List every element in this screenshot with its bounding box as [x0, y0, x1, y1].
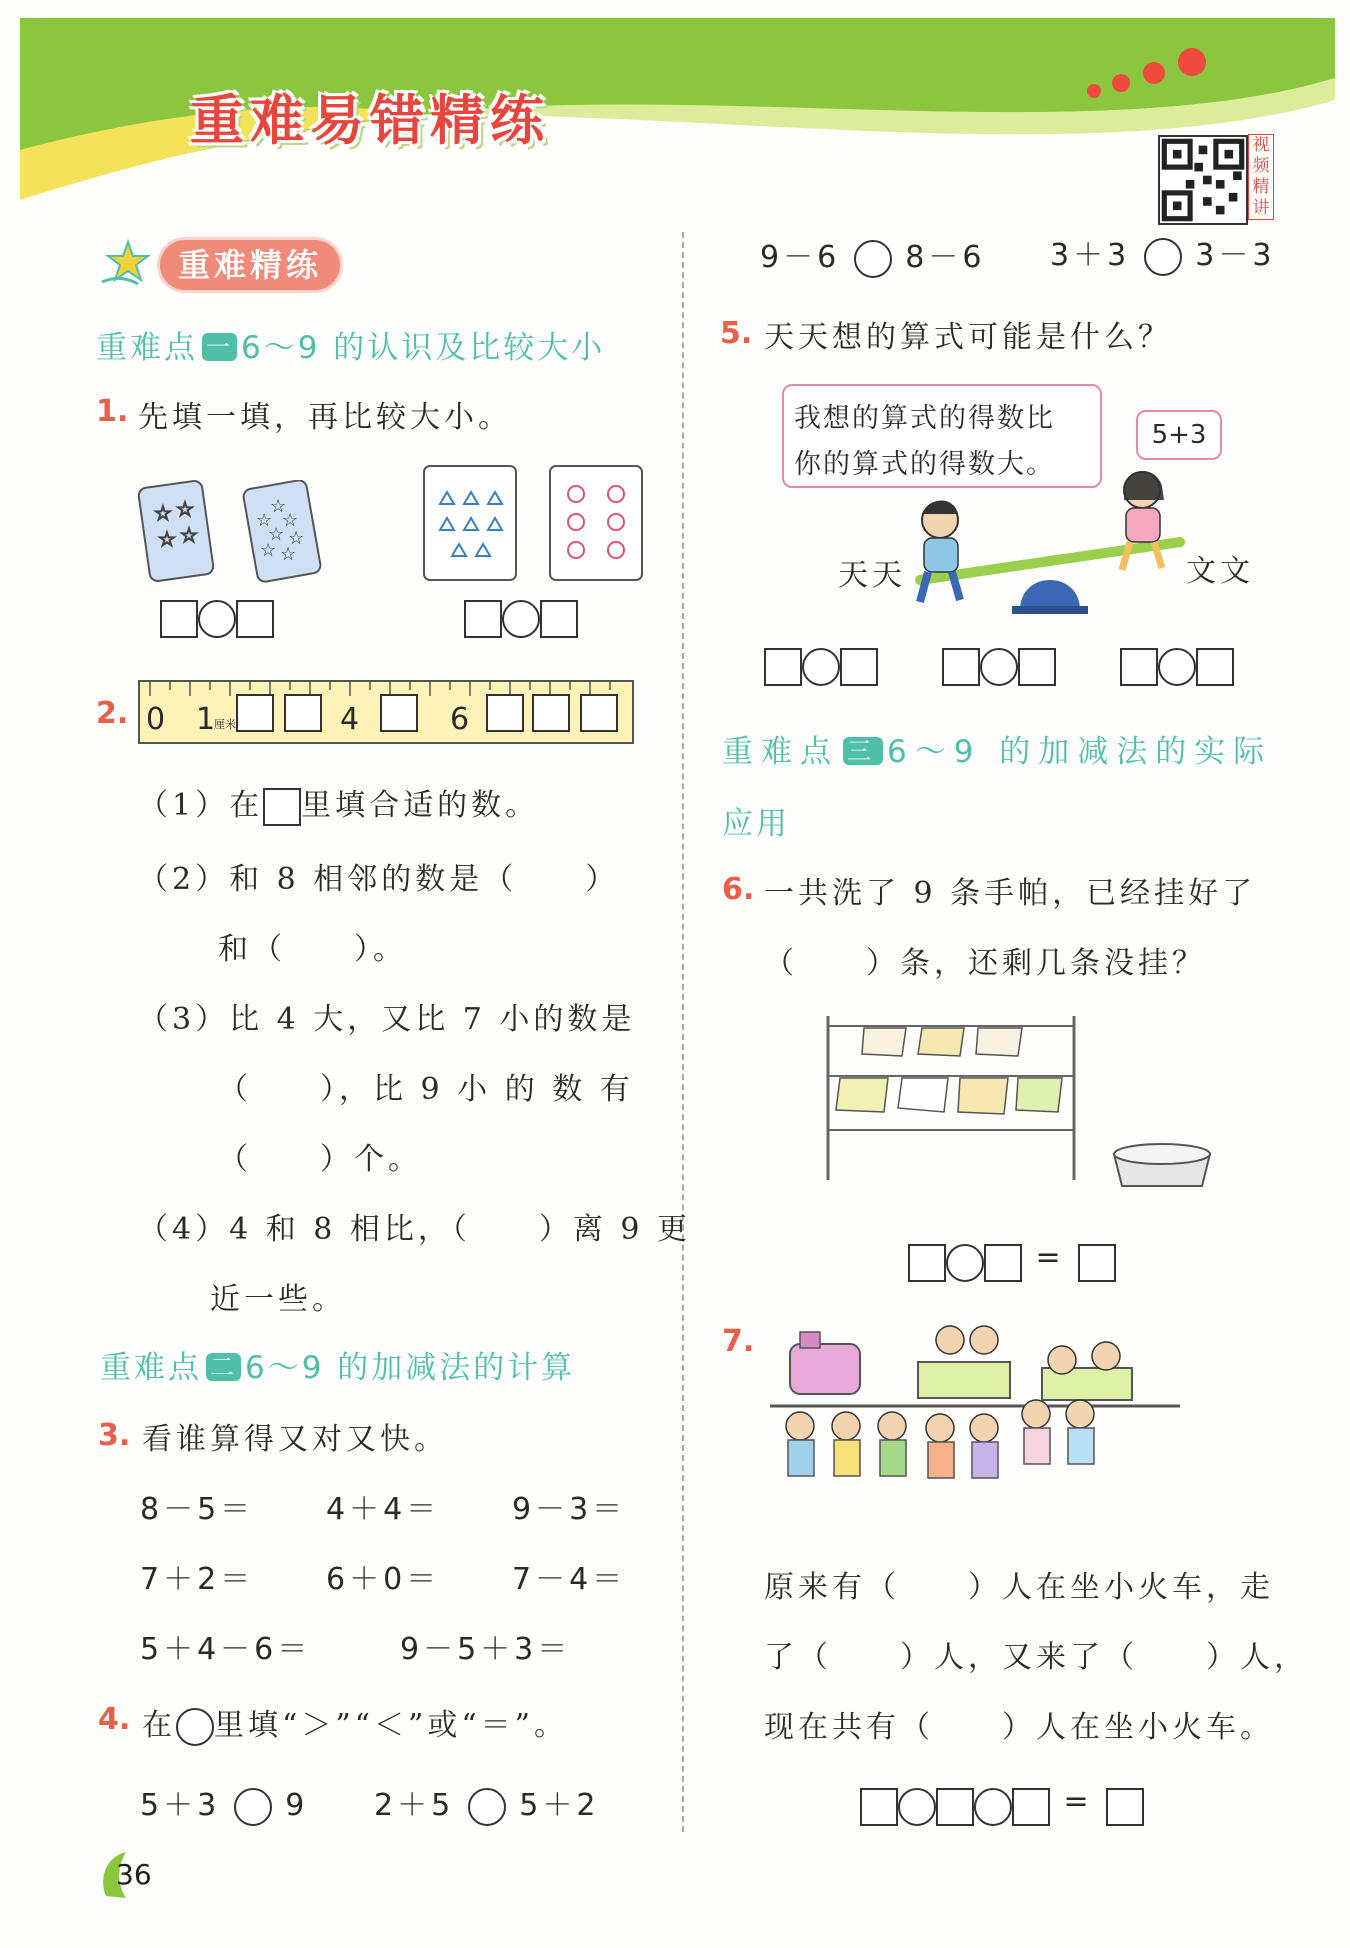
ruler-box[interactable] — [486, 694, 524, 732]
question-number: 7. — [722, 1324, 755, 1359]
question-number: 2. — [96, 696, 129, 731]
svg-text:☆: ☆ — [280, 544, 297, 565]
question-number: 5. — [720, 316, 753, 351]
answer-box[interactable] — [160, 600, 198, 638]
answer-group-3 — [1120, 648, 1234, 686]
answer-box[interactable] — [936, 1788, 974, 1826]
svg-text:☆: ☆ — [288, 528, 305, 549]
ruler-mark-6: 6 — [450, 702, 474, 737]
circle-card-icon — [548, 464, 644, 582]
answer-box[interactable] — [1120, 648, 1158, 686]
question-text: 在 里填“＞”“＜”或“＝”。 — [142, 1700, 568, 1746]
q2-part-4b: 近一些。 — [210, 1282, 346, 1317]
ruler-box[interactable] — [236, 694, 274, 732]
calc-item[interactable]: 8－5＝ — [140, 1492, 255, 1527]
q2-part-2b[interactable]: 和（ ）。 — [218, 932, 407, 967]
train-children-illustration-icon — [770, 1310, 1180, 1520]
q2-part-3: （3）比 4 大，又比 7 小的数是 — [138, 1002, 636, 1037]
svg-text:☆: ☆ — [260, 540, 277, 561]
compare-item: 3＋3 3－3 — [1050, 230, 1275, 276]
answer-box[interactable] — [942, 648, 980, 686]
answer-circle[interactable] — [198, 600, 236, 638]
speech-bubble-wenwen — [1136, 410, 1222, 460]
answer-circle[interactable] — [234, 1788, 272, 1826]
answer-box[interactable] — [1018, 648, 1056, 686]
answer-box[interactable] — [540, 600, 578, 638]
answer-circle[interactable] — [468, 1788, 506, 1826]
topic-heading-3-cont: 应用 — [722, 806, 790, 842]
topic-heading-3: 重难点 三 6～9 的加减法的实际 — [722, 734, 1273, 770]
answer-box[interactable] — [1196, 648, 1234, 686]
answer-circle[interactable] — [502, 600, 540, 638]
q7-line-2[interactable]: 了（ ）人，又来了（ ）人， — [764, 1640, 1308, 1675]
svg-text:☆: ☆ — [282, 510, 299, 531]
ruler-box[interactable] — [380, 694, 418, 732]
qr-label: 视频精讲 — [1248, 134, 1274, 220]
answer-box[interactable] — [764, 648, 802, 686]
q7-line-1[interactable]: 原来有（ ）人在坐小火车，走 — [764, 1570, 1274, 1605]
ruler-box[interactable] — [532, 694, 570, 732]
compare-row-1 — [160, 600, 274, 638]
circle-icon — [176, 1708, 214, 1746]
q2-part-2[interactable]: （2）和 8 相邻的数是（ ） — [138, 862, 620, 897]
compare-item: 5＋3 9 — [140, 1780, 308, 1826]
svg-text:☆: ☆ — [180, 523, 198, 547]
answer-box[interactable] — [464, 600, 502, 638]
question-number: 3. — [98, 1418, 131, 1453]
bubble-line-2: 你的算式的得数大。 — [794, 449, 1055, 480]
q2-part-4[interactable]: （4）4 和 8 相比，（ ）离 9 更 — [138, 1212, 692, 1247]
question-text: 一共洗了 9 条手帕，已经挂好了 — [764, 876, 1257, 911]
q2-part-3b[interactable]: （ ），比 9 小 的 数 有 — [218, 1072, 634, 1107]
ruler-mark-0: 0 — [146, 702, 170, 737]
svg-text:☆: ☆ — [270, 496, 287, 517]
bubble-equation: 5+3 — [1151, 420, 1207, 450]
answer-box[interactable] — [840, 648, 878, 686]
calc-item[interactable]: 6＋0＝ — [326, 1562, 441, 1597]
qr-code-icon[interactable] — [1158, 135, 1248, 225]
ruler — [138, 680, 634, 744]
page-number: 36 — [116, 1858, 152, 1891]
answer-box[interactable] — [1106, 1788, 1144, 1826]
equals-sign: = — [1022, 1240, 1079, 1275]
topic-heading-2: 重难点 二 6～9 的加减法的计算 — [100, 1350, 576, 1386]
calc-item[interactable]: 7＋2＝ — [140, 1562, 255, 1597]
calc-item[interactable]: 5＋4－6＝ — [140, 1632, 312, 1667]
seesaw-illustration-icon — [880, 460, 1210, 620]
answer-group-1 — [764, 648, 878, 686]
section-badge: 重难精练 — [160, 240, 340, 290]
svg-text:☆: ☆ — [176, 497, 194, 521]
ruler-mark-4: 4 — [340, 702, 364, 737]
svg-text:☆: ☆ — [158, 527, 176, 551]
answer-box[interactable] — [860, 1788, 898, 1826]
answer-circle[interactable] — [898, 1788, 936, 1826]
calc-item[interactable]: 7－4＝ — [512, 1562, 627, 1597]
question-text: 天天想的算式可能是什么？ — [764, 320, 1172, 355]
answer-box[interactable] — [236, 600, 274, 638]
question-number: 6. — [722, 872, 755, 907]
answer-circle[interactable] — [946, 1244, 984, 1282]
svg-text:☆: ☆ — [268, 524, 285, 545]
calc-item[interactable]: 9－3＝ — [512, 1492, 627, 1527]
inline-box[interactable] — [263, 788, 301, 826]
equation-q6 — [908, 1240, 1116, 1282]
bubble-line-1: 我想的算式的得数比 — [794, 403, 1055, 434]
triangle-card-icon — [422, 464, 518, 582]
question-text: 看谁算得又对又快。 — [142, 1422, 448, 1457]
answer-circle[interactable] — [1158, 648, 1196, 686]
answer-circle[interactable] — [1144, 238, 1182, 276]
q2-part-1: （1）在 里填合适的数。 — [138, 780, 539, 826]
calc-item[interactable]: 4＋4＝ — [326, 1492, 441, 1527]
ruler-box[interactable] — [580, 694, 618, 732]
svg-text:☆: ☆ — [256, 510, 273, 531]
question-text-2[interactable]: （ ）条，还剩几条没挂？ — [764, 946, 1206, 981]
star-icon — [98, 236, 154, 288]
equals-sign: = — [1050, 1784, 1107, 1819]
answer-circle[interactable] — [802, 648, 840, 686]
q2-part-3c[interactable]: （ ）个。 — [218, 1142, 422, 1177]
answer-circle[interactable] — [980, 648, 1018, 686]
star-card-4-icon — [136, 480, 216, 582]
ruler-unit: 厘米 — [214, 718, 236, 731]
equation-q7 — [860, 1784, 1144, 1826]
page-title: 重难易错精练 — [190, 89, 550, 152]
name-tiantian: 天天 — [838, 558, 906, 593]
compare-item: 2＋5 5＋2 — [374, 1780, 599, 1826]
ruler-mark-1: 1 — [196, 702, 220, 737]
answer-box[interactable] — [984, 1244, 1022, 1282]
ruler-box[interactable] — [284, 694, 322, 732]
answer-box[interactable] — [1078, 1244, 1116, 1282]
compare-row-2 — [464, 600, 578, 638]
topic-heading-1: 重难点 一 6～9 的认识及比较大小 — [96, 330, 606, 366]
answer-circle[interactable] — [854, 240, 892, 278]
answer-circle[interactable] — [974, 1788, 1012, 1826]
clothesline-handkerchiefs-icon — [818, 1010, 1218, 1200]
calc-item[interactable]: 9－5＋3＝ — [400, 1632, 572, 1667]
compare-item: 9－6 8－6 — [760, 232, 985, 278]
svg-text:☆: ☆ — [154, 501, 172, 525]
star-card-7-icon — [240, 480, 324, 584]
answer-group-2 — [942, 648, 1056, 686]
answer-box[interactable] — [908, 1244, 946, 1282]
q7-line-3[interactable]: 现在共有（ ）人在坐小火车。 — [764, 1710, 1274, 1745]
answer-box[interactable] — [1012, 1788, 1050, 1826]
question-text: 先填一填，再比较大小。 — [138, 400, 512, 435]
column-divider — [682, 232, 684, 1832]
question-number: 4. — [98, 1702, 131, 1737]
question-number: 1. — [96, 394, 129, 429]
name-wenwen: 文文 — [1186, 554, 1254, 589]
